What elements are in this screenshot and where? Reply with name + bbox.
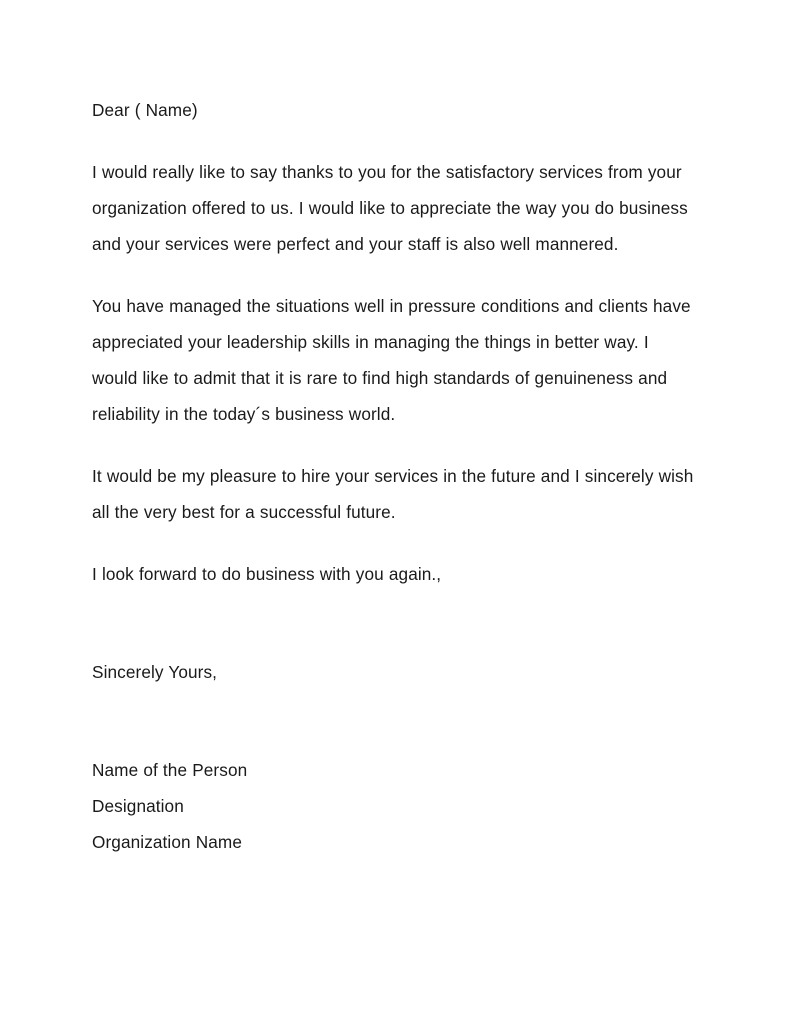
body-paragraph-4: I look forward to do business with you again., (92, 564, 442, 584)
spacer (92, 128, 698, 154)
signature-block (92, 752, 698, 860)
signature-organization: Organization Name (92, 832, 242, 852)
letter-body (92, 92, 698, 860)
spacer (92, 262, 698, 288)
salutation: Dear ( Name) (92, 100, 198, 120)
spacer (92, 690, 698, 752)
signature-name: Name of the Person (92, 760, 248, 780)
spacer (92, 432, 698, 458)
spacer (92, 530, 698, 556)
body-paragraph-1: I would really like to say thanks to you for the satisfactory services from your organization offered to us. I would like to appreciate the way you do business and your services were perfect and your staff is also well mannered. (92, 162, 688, 254)
body-paragraph-2: You have managed the situations well in pressure conditions and clients have appreciated your leadership skills in managing the things in better way. I would like to admit that it is rare to find high standards of genuineness and reliability in the today´s business world. (92, 296, 691, 424)
signature-designation: Designation (92, 796, 184, 816)
body-paragraph-3: It would be my pleasure to hire your services in the future and I sincerely wish all the very best for a successful future. (92, 466, 694, 522)
spacer (92, 592, 698, 654)
closing-salutation: Sincerely Yours, (92, 662, 218, 682)
